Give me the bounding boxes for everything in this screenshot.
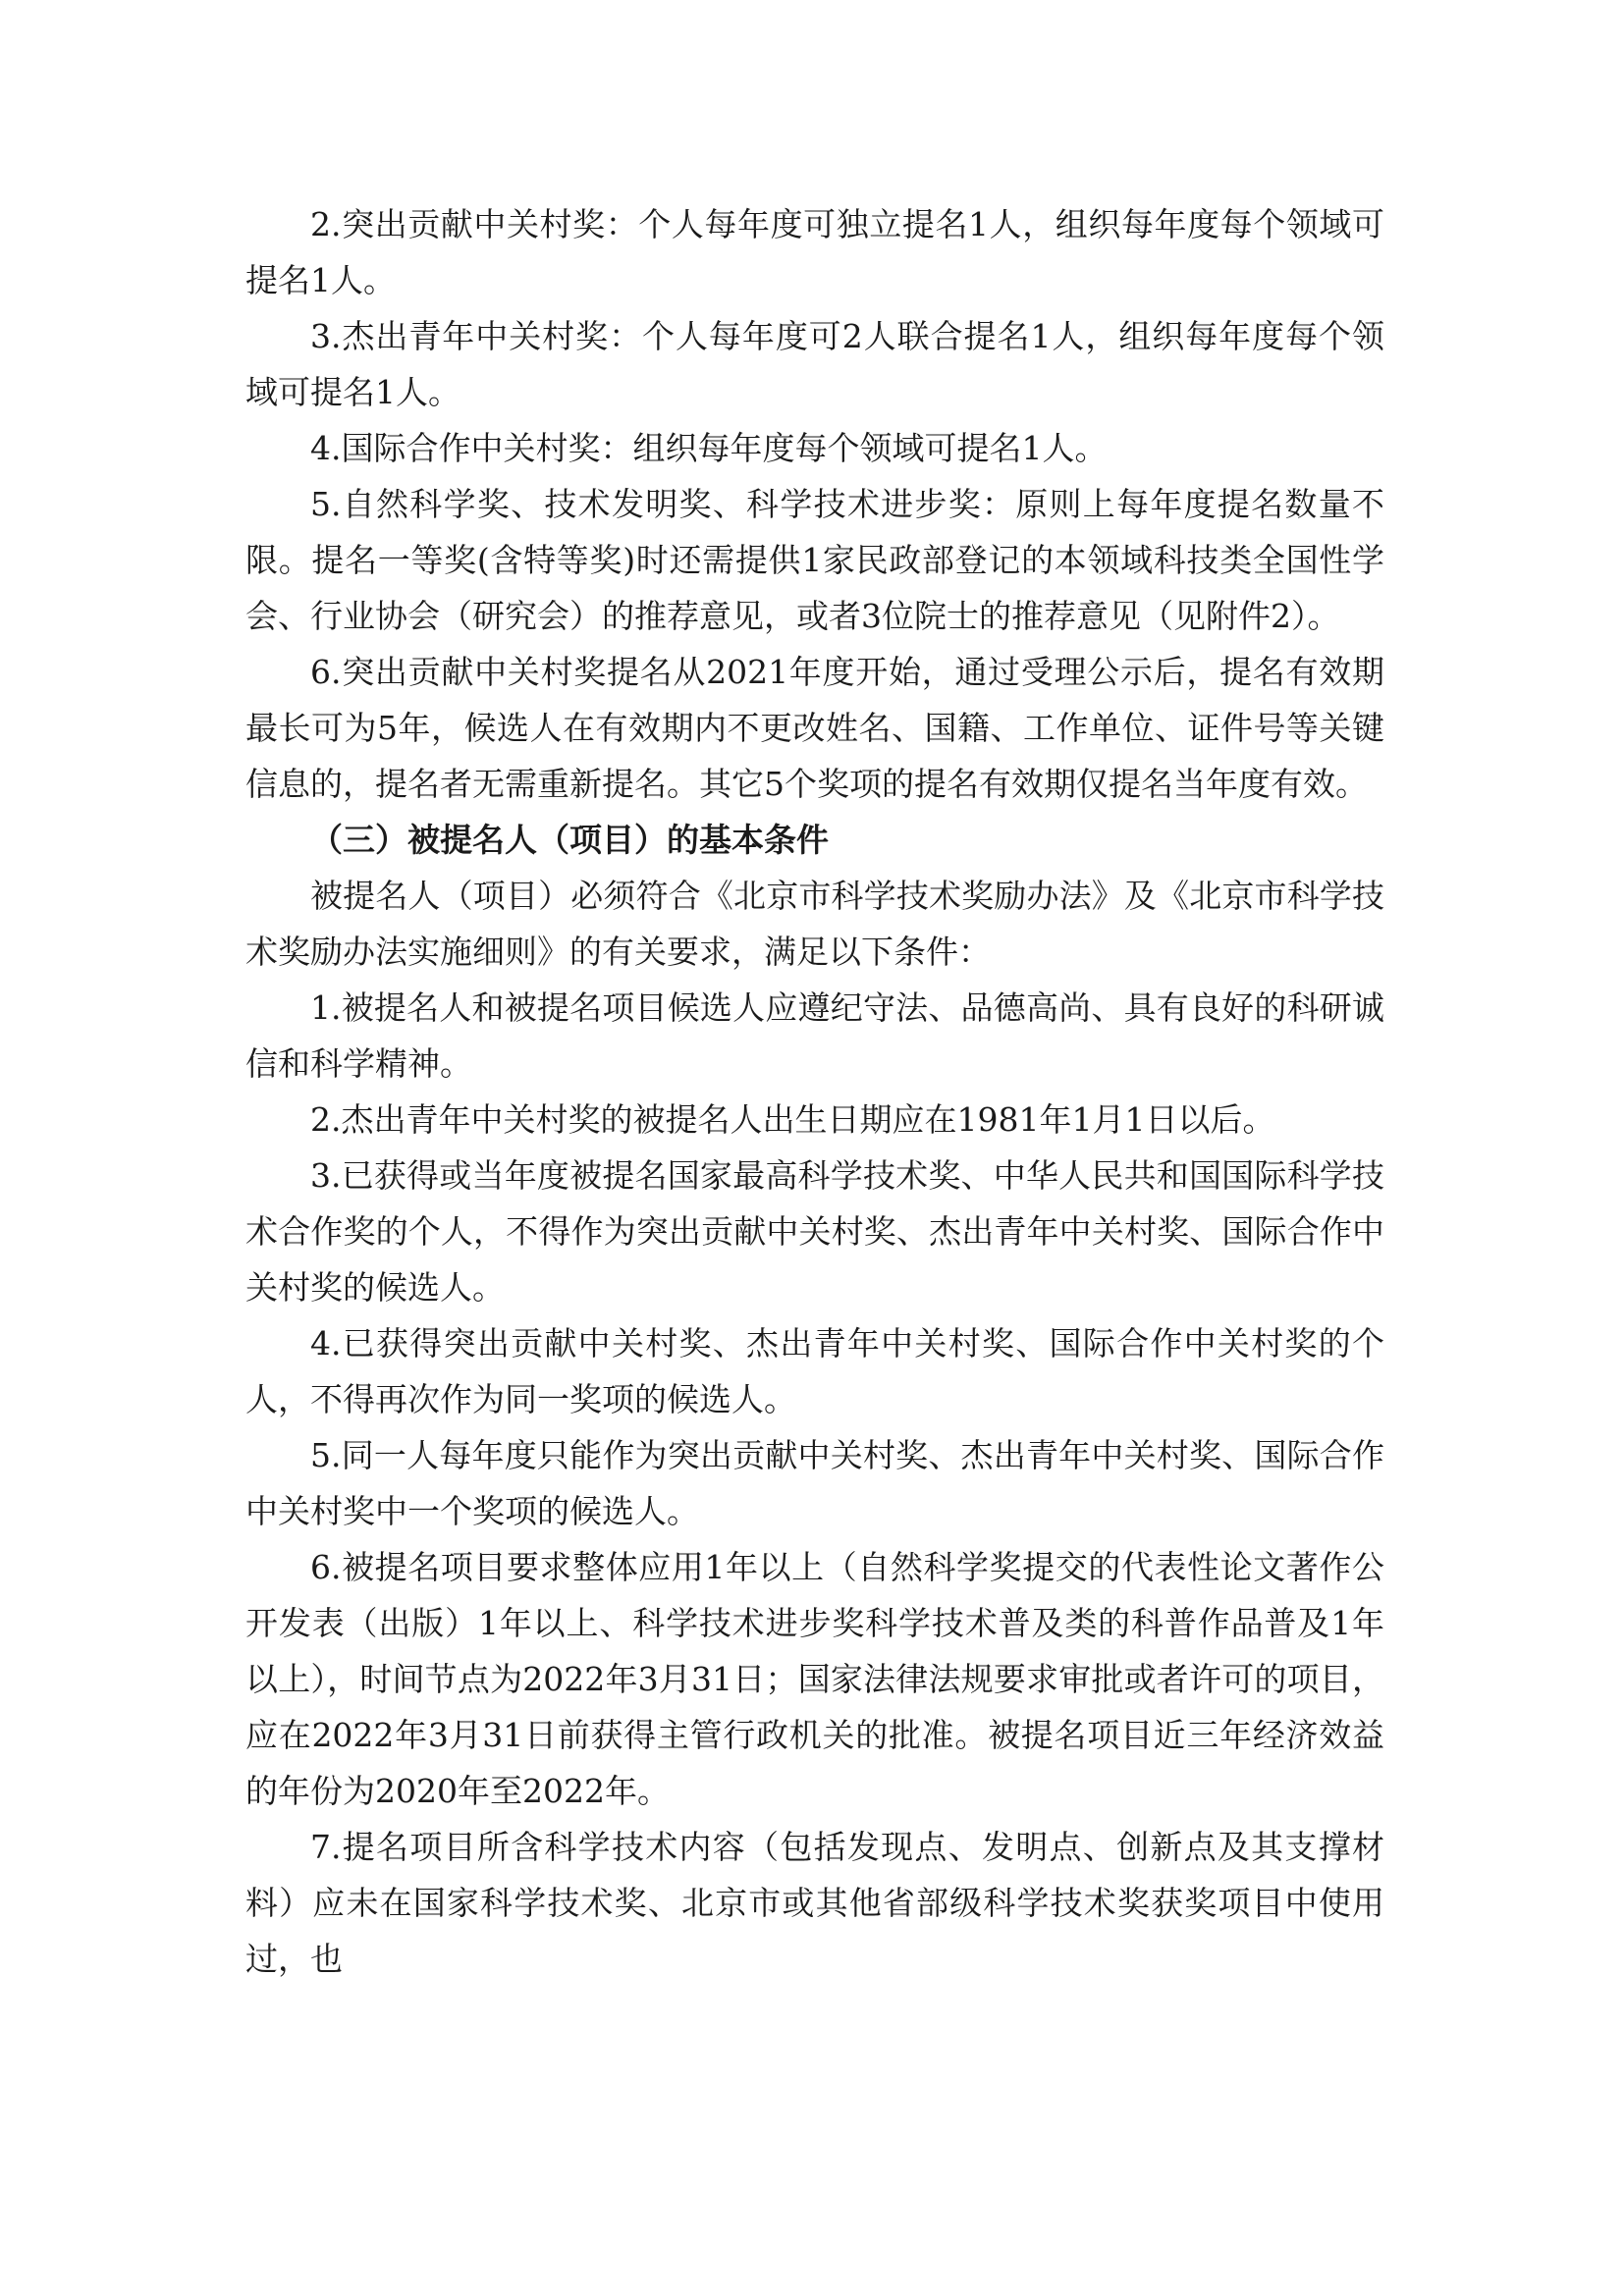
paragraph-item-2: 2.突出贡献中关村奖：个人每年度可独立提名1人，组织每年度每个领域可提名1人。 bbox=[245, 205, 1384, 299]
paragraph-item-6: 6.突出贡献中关村奖提名从2021年度开始，通过受理公示后，提名有效期最长可为5年，候选人在有效期内不更改姓名、国籍、工作单位、证件号等关键信息的，提名者无需重新提名。其它5个奖项的提名有效期仅提名当年度有效。 bbox=[245, 653, 1384, 803]
section-intro: 被提名人（项目）必须符合《北京市科学技术奖励办法》及《北京市科学技术奖励办法实施细则》的有关要求，满足以下条件： bbox=[245, 877, 1384, 971]
condition-item-7: 7.提名项目所含科学技术内容（包括发现点、发明点、创新点及其支撑材料）应未在国家科学技术奖、北京市或其他省部级科学技术奖获奖项目中使用过，也 bbox=[245, 1828, 1384, 1978]
paragraph-item-4: 4.国际合作中关村奖：组织每年度每个领域可提名1人。 bbox=[310, 429, 1108, 467]
section-heading: （三）被提名人（项目）的基本条件 bbox=[310, 821, 829, 859]
condition-item-3: 3.已获得或当年度被提名国家最高科学技术奖、中华人民共和国国际科学技术合作奖的个人，不得作为突出贡献中关村奖、杰出青年中关村奖、国际合作中关村奖的候选人。 bbox=[245, 1156, 1384, 1307]
condition-item-5: 5.同一人每年度只能作为突出贡献中关村奖、杰出青年中关村奖、国际合作中关村奖中一个奖项的候选人。 bbox=[245, 1436, 1384, 1530]
paragraph-item-5: 5.自然科学奖、技术发明奖、科学技术进步奖：原则上每年度提名数量不限。提名一等奖(含特等奖)时还需提供1家民政部登记的本领域科技类全国性学会、行业协会（研究会）的推荐意见，或者3位院士的推荐意见（见附件2）。 bbox=[245, 485, 1384, 635]
condition-item-4: 4.已获得突出贡献中关村奖、杰出青年中关村奖、国际合作中关村奖的个人，不得再次作为同一奖项的候选人。 bbox=[245, 1324, 1384, 1418]
condition-item-6: 6.被提名项目要求整体应用1年以上（自然科学奖提交的代表性论文著作公开发表（出版）1年以上、科学技术进步奖科学技术普及类的科普作品普及1年以上），时间节点为2022年3月31日；国家法律法规要求审批或者许可的项目，应在2022年3月31日前获得主管行政机关的批准。被提名项目近三年经济效益的年份为2020年至2022年。 bbox=[245, 1548, 1384, 1810]
paragraph-item-3: 3.杰出青年中关村奖：个人每年度可2人联合提名1人，组织每年度每个领域可提名1人。 bbox=[245, 317, 1384, 411]
condition-item-2: 2.杰出青年中关村奖的被提名人出生日期应在1981年1月1日以后。 bbox=[310, 1100, 1275, 1139]
document-body bbox=[245, 196, 1384, 1987]
condition-item-1: 1.被提名人和被提名项目候选人应遵纪守法、品德高尚、具有良好的科研诚信和科学精神。 bbox=[245, 988, 1384, 1083]
